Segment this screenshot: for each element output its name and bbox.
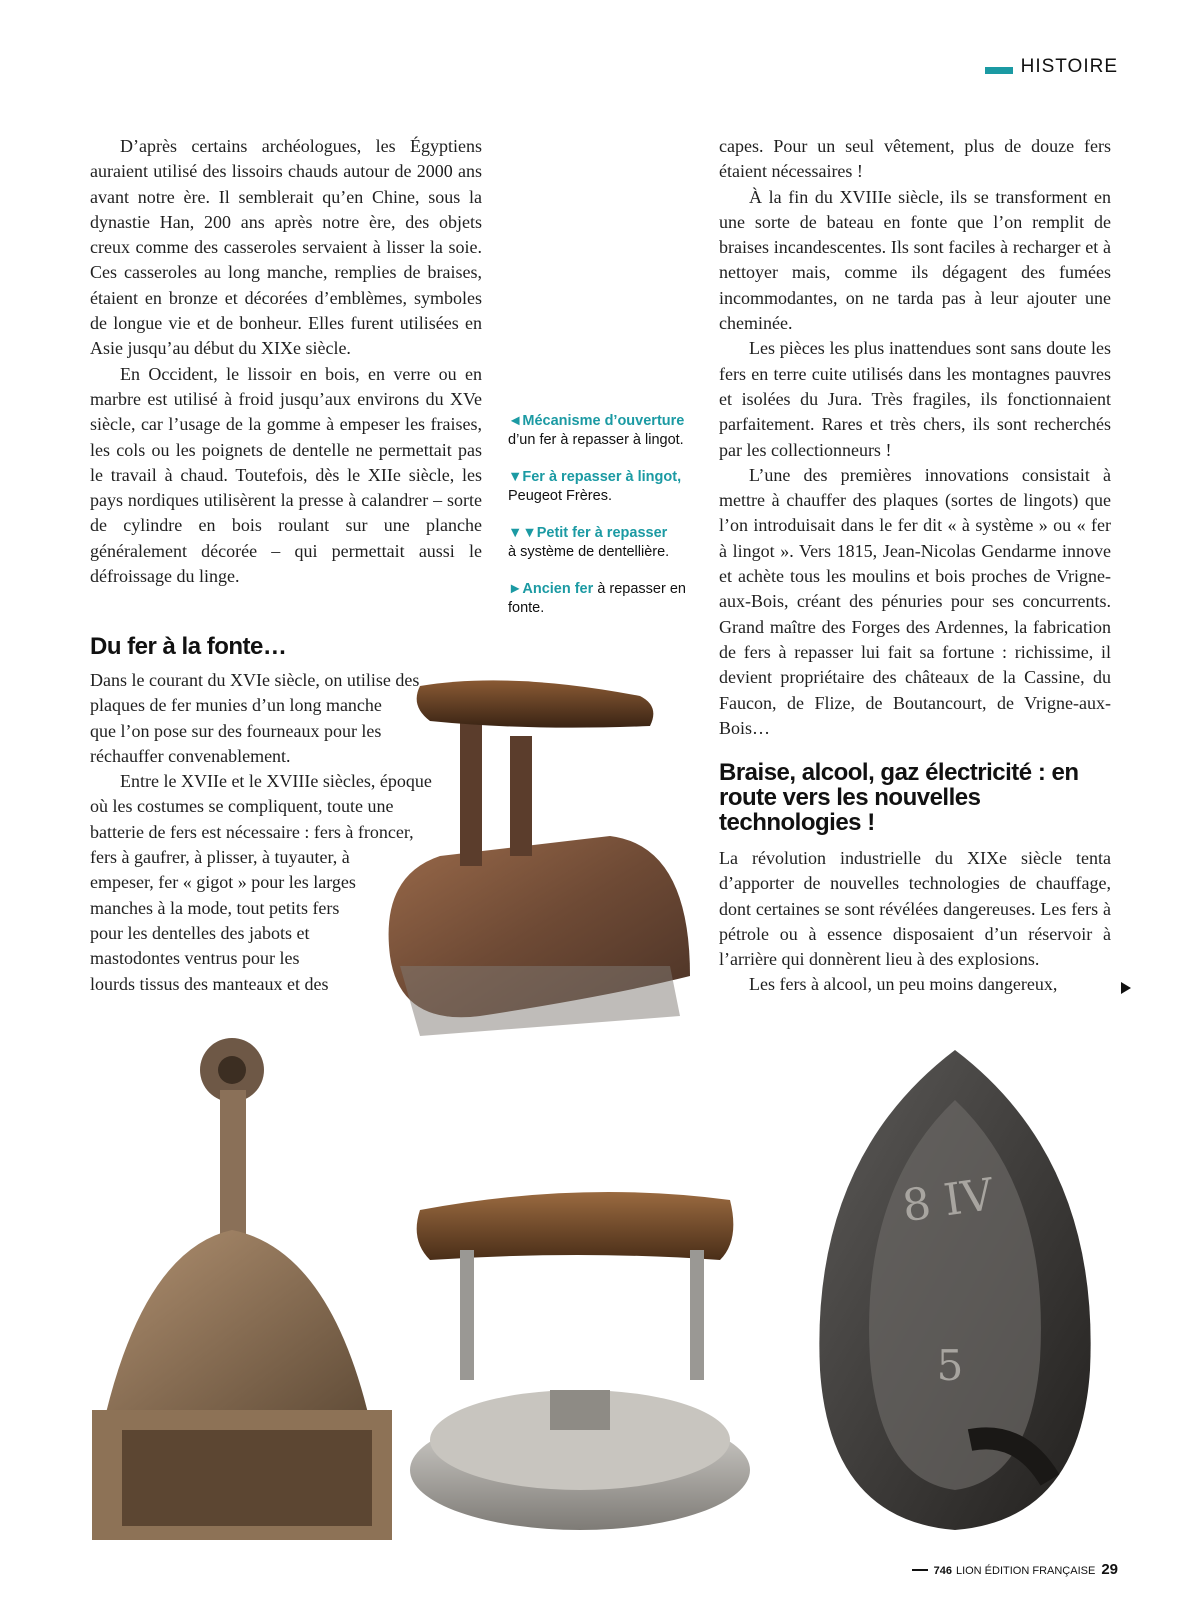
page-number: 29 — [1101, 1561, 1118, 1578]
caption-title: Petit fer à repasser — [536, 525, 668, 541]
footer-magazine: LION ÉDITION FRANÇAISE — [955, 1565, 1096, 1577]
caption-title: Ancien fer — [522, 581, 594, 597]
paragraph: capes. Pour un seul vêtement, plus de douze fers étaient nécessaires ! — [719, 136, 1111, 182]
iron-mark-bottom: 5 — [936, 1341, 964, 1390]
text-line: lourds tissus des manteaux et des — [90, 973, 329, 994]
text-line: batterie de fers est nécessaire : fers à froncer, — [90, 821, 414, 842]
text-line: mastodontes ventrus pour les — [90, 948, 300, 969]
photo-lace-iron — [400, 1140, 770, 1540]
text-line: où les costumes se compliquent, toute une — [90, 796, 394, 817]
left-column-top — [90, 134, 482, 589]
section-header — [985, 56, 1118, 78]
caption — [508, 412, 698, 450]
caption-title: Mécanisme d’ouverture — [522, 413, 685, 429]
footer-issue: 746 — [933, 1565, 952, 1577]
text-line: Dans le courant du XVIe siècle, on utilise des — [90, 670, 420, 690]
section-heading-right: Braise, alcool, gaz électricité : en route vers les nouvelles technologies ! — [719, 759, 1079, 836]
photo-captions — [508, 412, 698, 636]
paragraph: À la fin du XVIIIe siècle, ils se transforment en une sorte de bateau en fonte que l’on remplit de braises incandescentes. Ils sont faciles à recharger et à nettoyer mais, comme ils dégagent des fumées incommodantes, on ne tarda pas à leur ajouter une cheminée. — [719, 186, 1111, 334]
text-line: manches à la mode, tout petits fers — [90, 897, 340, 918]
text-line: pour les dentelles des jabots et — [90, 922, 310, 943]
section-title: HISTOIRE — [1020, 56, 1118, 77]
paragraph: Les fers à alcool, un peu moins dangereux, — [749, 974, 1058, 995]
caption — [508, 580, 698, 618]
caption-marker: ► — [508, 581, 523, 597]
paragraph: Les pièces les plus inattendues sont sans doute les fers en terre cuite utilisés dans les montagnes pauvres et isolées du Jura. Très fragiles, ils fonctionnaient parfaitement. Rares et très chers, ils sont recherchés par les collectionneurs ! — [719, 338, 1111, 460]
photo-opening-mechanism — [82, 1030, 402, 1550]
section-heading-left: Du fer à la fonte… — [90, 633, 287, 660]
text-line: plaques de fer munies d’un long manche — [90, 695, 382, 716]
caption-title: Fer à repasser à lingot, — [522, 469, 682, 485]
photo-cast-iron — [800, 1040, 1110, 1540]
caption-marker: ▼▼ — [508, 525, 537, 541]
caption — [508, 468, 698, 506]
right-column-top — [719, 134, 1111, 741]
iron-mark-top: 8 IV — [899, 1169, 997, 1233]
text-line: fers à gaufrer, à plisser, à tuyauter, à — [90, 847, 350, 868]
caption — [508, 524, 698, 562]
paragraph: La révolution industrielle du XIXe siècle tenta d’apporter de nouvelles technologies de chauffage, dont certaines se sont révélées dangereuses. Les fers à pétrole ou à essence disposaient d’un réservoir à l’arrière qui donnèrent lieu à des explosions. — [719, 848, 1111, 970]
right-column-bottom — [719, 846, 1111, 998]
caption-text: d’un fer à repasser à lingot. — [508, 432, 684, 448]
paragraph: D’après certains archéologues, les Égyptiens auraient utilisé des lissoirs chauds autour de 2000 ans avant notre ère. Il semblerait qu’en Chine, sous la dynastie Han, 200 ans après notre ère, des objets creux comme des casseroles servaient à lisser la soie. Ces casseroles au long manche, remplies de braises, étaient en bronze et décorées d’emblèmes, symboles de longue vie et de bonheur. Elles furent utilisées en Asie jusqu’au début du XIXe siècle. — [90, 136, 482, 359]
text-line: réchauffer convenablement. — [90, 745, 291, 766]
caption-marker: ◄ — [508, 413, 523, 429]
paragraph: L’une des premières innovations consistait à mettre à chauffer des plaques (sortes de lingots) que l’on introduisait dans le fer dit « à système » ou « fer à lingot ». Vers 1815, Jean-Nicolas Gendarme innove et achète tous les moulins et bois proches de Vrigne-aux-Bois, créant des pénuries pour ses concurrents. Grand maître des Forges des Ardennes, la fabrication de fers à repasser lui fait sa fortune : richissime, il devient propriétaire des châteaux de la Cassine, du Faucon, de Flize, de Boutancourt, de Vrigne-aux-Bois… — [719, 464, 1111, 738]
text-line: Entre le XVIIe et le XVIIIe siècles, époque — [120, 771, 432, 792]
paragraph: En Occident, le lissoir en bois, en verre ou en marbre est utilisé à froid jusqu’aux environs du XVe siècle, car l’usage de la gomme à empeser les fraises, les cols ou les poignets de dentelle ne permettait pas le travail à chaud. Toutefois, dès le XIIe siècle, les pays nordiques utilisèrent la presse à calandrer – sorte de cylindre en bois roulant sur une planche généralement décorée – qui permettait aussi le défroissage du linge. — [90, 363, 482, 587]
photo-lingot-iron — [360, 676, 700, 1056]
section-bar — [985, 67, 1013, 74]
caption-marker: ▼ — [508, 469, 523, 485]
continue-arrow-icon — [1121, 982, 1131, 994]
text-line: que l’on pose sur des fourneaux pour les — [90, 720, 382, 741]
caption-text: à repasser en fonte. — [508, 581, 686, 616]
text-line: empeser, fer « gigot » pour les larges — [90, 872, 356, 893]
footer-dash — [912, 1569, 928, 1571]
page-footer — [912, 1561, 1118, 1578]
caption-text: Peugeot Frères. — [508, 488, 612, 504]
caption-text: à système de dentellière. — [508, 544, 670, 560]
